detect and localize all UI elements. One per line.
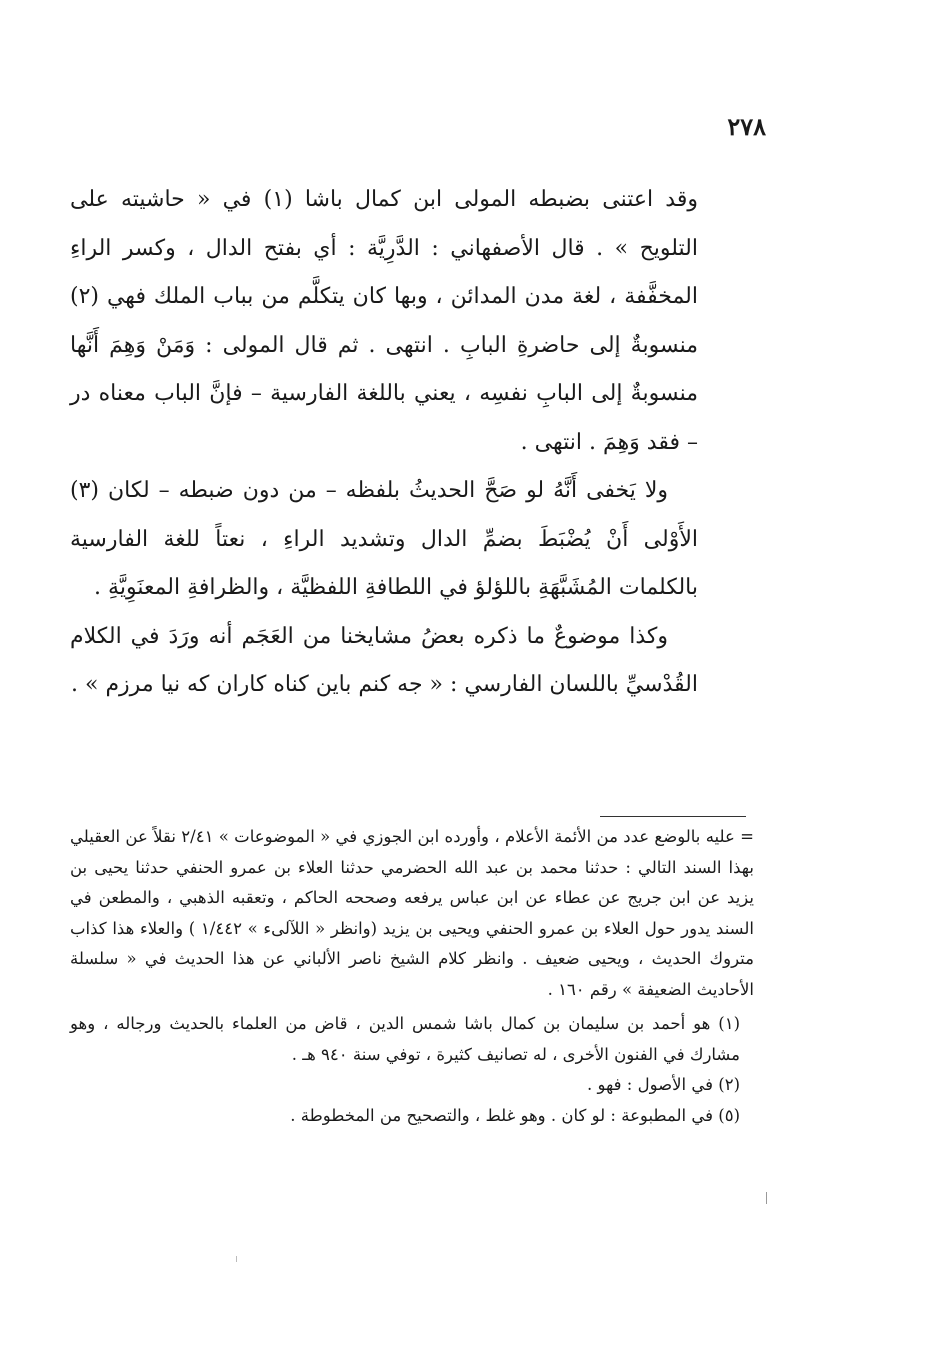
footnotes: [70, 822, 754, 1131]
scan-margin-mark: [766, 1192, 767, 1204]
main-text: [70, 176, 698, 710]
page-number: ٢٧٨: [727, 112, 766, 141]
body-paragraph-3: وكذا موضوعٌ ما ذكره بعضُ مشايخنا من العَجَم أنه ورَدَ في الكلام القُدْسيِّ باللسان الفارسي : « جه كنم باين كناه كاران كه نيا مرزم » .: [70, 623, 698, 697]
scan-speck: [236, 1256, 237, 1262]
footnote-3: (٥) في المطبوعة : لو كان . وهو غلط ، والتصحيح من المخطوطة .: [290, 1105, 740, 1125]
footnote-separator: [600, 816, 746, 817]
body-paragraph-1: وقد اعتنى بضبطه المولى ابن كمال باشا (١) في « حاشيته على التلويح » . قال الأصفهاني : الدَّرِيَّة : أي بفتح الدال ، وكسر الراءِ المخفَّفة ، لغة مدن المدائن ، وبها كان يتكلَّم من بباب الملك فهي (٢) منسوبةٌ إلى حاضرةِ البابِ . انتهى . ثم قال المولى : وَمَنْ وَهِمَ أَنَّها منسوبةٌ إلى البابِ نفسِه ، يعني باللغة الفارسية – فإنَّ الباب معناه در – فقد وَهِمَ . انتهى .: [70, 187, 698, 455]
footnote-2: (٢) في الأصول : فهو .: [587, 1075, 740, 1094]
body-paragraph-2: ولا يَخفى أَنَّهُ لو صَحَّ الحديثُ بلفظه – من دون ضبطه – لكان (٣) الأَوْلى أَنْ يُضْبَطَ بضمِّ الدال وتشديد الراءِ ، نعتاً للغة الفارسية بالكلمات المُشَبَّهَةِ باللؤلؤ في اللطافةِ اللفظيَّة ، والظرافةِ المعنَوِيَّةِ .: [70, 478, 698, 600]
footnote-1: (١) هو أحمد بن سليمان بن كمال باشا شمس الدين ، قاض من العلماء بالحديث ورجاله ، وهو مشارك في الفنون الأخرى ، له تصانيف كثيرة ، توفي سنة ٩٤٠ هـ .: [70, 1014, 740, 1064]
footnote-continuation: = عليه بالوضع عدد من الأئمة الأعلام ، وأورده ابن الجوزي في « الموضوعات » ٢/٤١ نقلاً عن العقيلي بهذا السند التالي : حدثنا محمد بن عبد الله الحضرمي حدثنا العلاء بن عمرو الحنفي حدثنا يحيى بن يزيد عن ابن جريج عن عطاء عن ابن عباس يرفعه وصححه الحاكم ، وتعقبه الذهبي ، والمطعن في السند يدور حول العلاء بن عمرو الحنفي ويحيى بن يزيد (وانظر « اللآلىء » ١/٤٤٢ ) والعلاء هذا كذاب متروك الحديث ، ويحيى ضعيف . وانظر كلام الشيخ ناصر الألباني عن هذا الحديث في « سلسلة الأحاديث الضعيفة » رقم ١٦٠ .: [70, 827, 754, 999]
